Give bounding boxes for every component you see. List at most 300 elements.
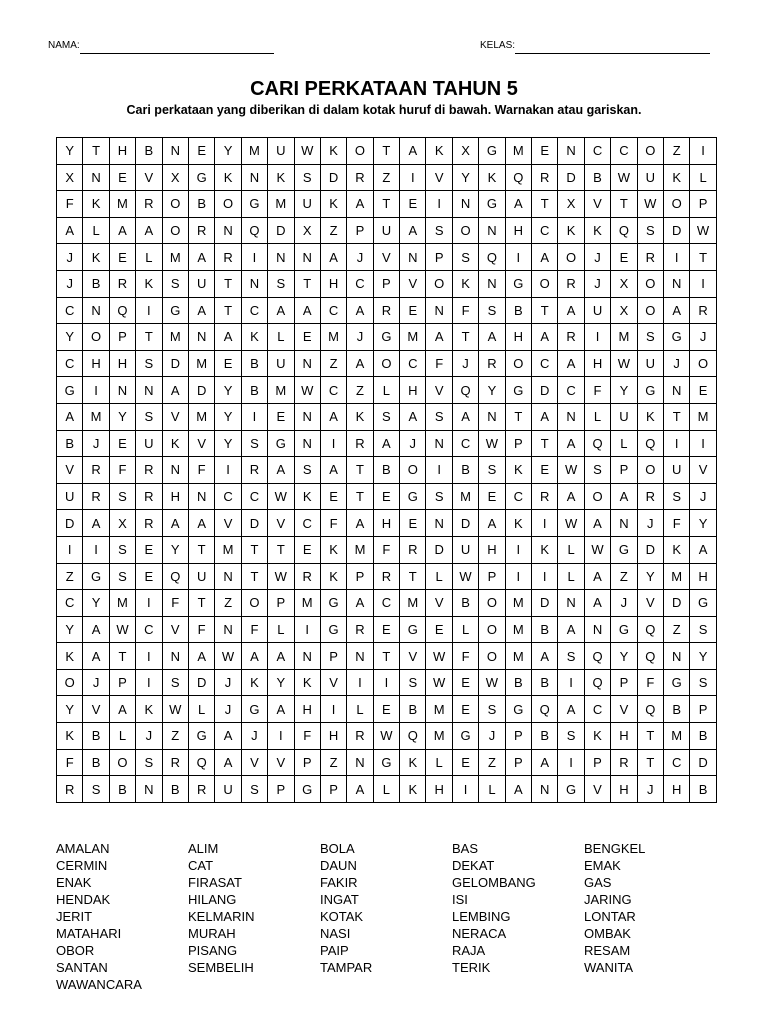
- grid-cell[interactable]: U: [663, 457, 689, 484]
- grid-cell[interactable]: Y: [611, 377, 637, 404]
- grid-cell[interactable]: I: [558, 669, 584, 696]
- grid-cell[interactable]: O: [400, 457, 426, 484]
- grid-cell[interactable]: H: [320, 270, 346, 297]
- grid-cell[interactable]: R: [83, 457, 109, 484]
- grid-cell[interactable]: E: [109, 430, 135, 457]
- grid-cell[interactable]: M: [690, 403, 716, 430]
- grid-cell[interactable]: Q: [162, 563, 188, 590]
- grid-cell[interactable]: I: [426, 191, 452, 218]
- grid-cell[interactable]: R: [215, 244, 241, 271]
- grid-cell[interactable]: T: [637, 749, 663, 776]
- grid-cell[interactable]: F: [452, 297, 478, 324]
- grid-cell[interactable]: N: [294, 430, 320, 457]
- grid-cell[interactable]: B: [452, 457, 478, 484]
- grid-cell[interactable]: E: [452, 669, 478, 696]
- grid-cell[interactable]: A: [611, 483, 637, 510]
- grid-cell[interactable]: T: [347, 457, 373, 484]
- grid-cell[interactable]: U: [584, 297, 610, 324]
- grid-cell[interactable]: J: [57, 244, 83, 271]
- grid-cell[interactable]: A: [215, 749, 241, 776]
- grid-cell[interactable]: A: [268, 297, 294, 324]
- grid-cell[interactable]: A: [558, 430, 584, 457]
- grid-cell[interactable]: P: [268, 590, 294, 617]
- grid-cell[interactable]: S: [400, 669, 426, 696]
- grid-cell[interactable]: O: [532, 270, 558, 297]
- grid-cell[interactable]: G: [452, 723, 478, 750]
- grid-cell[interactable]: R: [347, 723, 373, 750]
- grid-cell[interactable]: U: [452, 536, 478, 563]
- grid-cell[interactable]: N: [347, 643, 373, 670]
- grid-cell[interactable]: M: [162, 324, 188, 351]
- grid-cell[interactable]: H: [663, 776, 689, 803]
- grid-cell[interactable]: H: [505, 324, 531, 351]
- grid-cell[interactable]: J: [215, 669, 241, 696]
- grid-cell[interactable]: I: [505, 563, 531, 590]
- grid-cell[interactable]: U: [611, 403, 637, 430]
- grid-cell[interactable]: W: [426, 643, 452, 670]
- grid-cell[interactable]: T: [109, 643, 135, 670]
- grid-cell[interactable]: T: [188, 590, 214, 617]
- grid-cell[interactable]: N: [347, 749, 373, 776]
- grid-cell[interactable]: L: [83, 217, 109, 244]
- grid-cell[interactable]: L: [558, 536, 584, 563]
- grid-cell[interactable]: D: [188, 377, 214, 404]
- grid-cell[interactable]: E: [373, 483, 399, 510]
- grid-cell[interactable]: H: [400, 377, 426, 404]
- grid-cell[interactable]: K: [532, 536, 558, 563]
- grid-cell[interactable]: A: [558, 483, 584, 510]
- grid-cell[interactable]: W: [162, 696, 188, 723]
- grid-cell[interactable]: I: [241, 403, 267, 430]
- grid-cell[interactable]: O: [637, 457, 663, 484]
- grid-cell[interactable]: Q: [611, 217, 637, 244]
- grid-cell[interactable]: F: [320, 510, 346, 537]
- grid-cell[interactable]: E: [426, 616, 452, 643]
- grid-cell[interactable]: A: [57, 403, 83, 430]
- grid-cell[interactable]: C: [452, 430, 478, 457]
- grid-cell[interactable]: O: [558, 244, 584, 271]
- grid-cell[interactable]: I: [690, 138, 716, 165]
- grid-cell[interactable]: S: [452, 244, 478, 271]
- grid-cell[interactable]: B: [690, 776, 716, 803]
- grid-cell[interactable]: Y: [215, 430, 241, 457]
- grid-cell[interactable]: O: [637, 138, 663, 165]
- grid-cell[interactable]: R: [136, 483, 162, 510]
- grid-cell[interactable]: B: [452, 590, 478, 617]
- grid-cell[interactable]: N: [294, 403, 320, 430]
- grid-cell[interactable]: A: [479, 324, 505, 351]
- grid-cell[interactable]: U: [294, 191, 320, 218]
- grid-cell[interactable]: I: [57, 536, 83, 563]
- grid-cell[interactable]: P: [347, 563, 373, 590]
- grid-cell[interactable]: Z: [663, 616, 689, 643]
- grid-cell[interactable]: M: [400, 324, 426, 351]
- grid-cell[interactable]: P: [690, 191, 716, 218]
- grid-cell[interactable]: A: [347, 776, 373, 803]
- grid-cell[interactable]: Q: [584, 669, 610, 696]
- grid-cell[interactable]: T: [241, 563, 267, 590]
- grid-cell[interactable]: S: [294, 164, 320, 191]
- grid-cell[interactable]: C: [532, 217, 558, 244]
- grid-cell[interactable]: U: [373, 217, 399, 244]
- grid-cell[interactable]: I: [663, 244, 689, 271]
- grid-cell[interactable]: E: [136, 563, 162, 590]
- grid-cell[interactable]: B: [373, 457, 399, 484]
- grid-cell[interactable]: N: [268, 244, 294, 271]
- grid-cell[interactable]: G: [400, 616, 426, 643]
- grid-cell[interactable]: E: [215, 350, 241, 377]
- grid-cell[interactable]: K: [426, 138, 452, 165]
- grid-cell[interactable]: G: [505, 696, 531, 723]
- grid-cell[interactable]: E: [373, 616, 399, 643]
- grid-cell[interactable]: U: [188, 270, 214, 297]
- grid-cell[interactable]: A: [320, 244, 346, 271]
- grid-cell[interactable]: G: [294, 776, 320, 803]
- grid-cell[interactable]: U: [136, 430, 162, 457]
- grid-cell[interactable]: C: [584, 696, 610, 723]
- grid-cell[interactable]: S: [663, 483, 689, 510]
- grid-cell[interactable]: A: [162, 510, 188, 537]
- grid-cell[interactable]: M: [320, 324, 346, 351]
- grid-cell[interactable]: X: [611, 270, 637, 297]
- grid-cell[interactable]: I: [690, 270, 716, 297]
- grid-cell[interactable]: A: [57, 217, 83, 244]
- grid-cell[interactable]: K: [57, 643, 83, 670]
- grid-cell[interactable]: P: [294, 749, 320, 776]
- grid-cell[interactable]: N: [532, 776, 558, 803]
- grid-cell[interactable]: X: [162, 164, 188, 191]
- grid-cell[interactable]: B: [400, 696, 426, 723]
- grid-cell[interactable]: L: [268, 324, 294, 351]
- grid-cell[interactable]: D: [663, 590, 689, 617]
- grid-cell[interactable]: T: [373, 138, 399, 165]
- grid-cell[interactable]: O: [241, 590, 267, 617]
- grid-cell[interactable]: G: [690, 590, 716, 617]
- grid-cell[interactable]: U: [188, 563, 214, 590]
- grid-cell[interactable]: A: [109, 696, 135, 723]
- grid-cell[interactable]: A: [532, 403, 558, 430]
- grid-cell[interactable]: R: [136, 457, 162, 484]
- grid-cell[interactable]: I: [452, 776, 478, 803]
- grid-cell[interactable]: Q: [400, 723, 426, 750]
- grid-cell[interactable]: U: [268, 138, 294, 165]
- grid-cell[interactable]: K: [162, 430, 188, 457]
- grid-cell[interactable]: B: [83, 270, 109, 297]
- grid-cell[interactable]: T: [400, 563, 426, 590]
- grid-cell[interactable]: A: [532, 643, 558, 670]
- grid-cell[interactable]: R: [532, 483, 558, 510]
- grid-cell[interactable]: O: [452, 217, 478, 244]
- grid-cell[interactable]: D: [162, 350, 188, 377]
- grid-cell[interactable]: N: [162, 138, 188, 165]
- grid-cell[interactable]: N: [83, 164, 109, 191]
- grid-cell[interactable]: Y: [57, 616, 83, 643]
- grid-cell[interactable]: W: [109, 616, 135, 643]
- grid-cell[interactable]: R: [347, 616, 373, 643]
- grid-cell[interactable]: J: [637, 776, 663, 803]
- grid-cell[interactable]: X: [558, 191, 584, 218]
- grid-cell[interactable]: Q: [584, 643, 610, 670]
- grid-cell[interactable]: S: [241, 430, 267, 457]
- grid-cell[interactable]: M: [162, 244, 188, 271]
- grid-cell[interactable]: M: [268, 191, 294, 218]
- grid-cell[interactable]: M: [663, 723, 689, 750]
- grid-cell[interactable]: I: [505, 536, 531, 563]
- grid-cell[interactable]: P: [479, 563, 505, 590]
- grid-cell[interactable]: N: [663, 643, 689, 670]
- grid-cell[interactable]: G: [320, 616, 346, 643]
- grid-cell[interactable]: G: [320, 590, 346, 617]
- grid-cell[interactable]: A: [215, 324, 241, 351]
- grid-cell[interactable]: W: [637, 191, 663, 218]
- grid-cell[interactable]: W: [215, 643, 241, 670]
- grid-cell[interactable]: I: [136, 590, 162, 617]
- grid-cell[interactable]: O: [57, 669, 83, 696]
- grid-cell[interactable]: M: [188, 350, 214, 377]
- grid-cell[interactable]: J: [241, 723, 267, 750]
- grid-cell[interactable]: V: [215, 510, 241, 537]
- grid-cell[interactable]: W: [611, 164, 637, 191]
- grid-cell[interactable]: R: [637, 483, 663, 510]
- grid-cell[interactable]: U: [215, 776, 241, 803]
- grid-cell[interactable]: B: [505, 669, 531, 696]
- grid-cell[interactable]: B: [505, 297, 531, 324]
- grid-cell[interactable]: W: [690, 217, 716, 244]
- grid-cell[interactable]: W: [479, 669, 505, 696]
- grid-cell[interactable]: C: [241, 483, 267, 510]
- grid-cell[interactable]: R: [532, 164, 558, 191]
- grid-cell[interactable]: A: [663, 297, 689, 324]
- grid-cell[interactable]: T: [373, 643, 399, 670]
- grid-cell[interactable]: Y: [109, 403, 135, 430]
- grid-cell[interactable]: H: [109, 350, 135, 377]
- grid-cell[interactable]: A: [347, 191, 373, 218]
- grid-cell[interactable]: O: [373, 350, 399, 377]
- grid-cell[interactable]: Z: [320, 217, 346, 244]
- grid-cell[interactable]: G: [241, 191, 267, 218]
- grid-cell[interactable]: R: [136, 510, 162, 537]
- grid-cell[interactable]: T: [532, 430, 558, 457]
- grid-cell[interactable]: E: [400, 191, 426, 218]
- grid-cell[interactable]: F: [109, 457, 135, 484]
- grid-cell[interactable]: Q: [109, 297, 135, 324]
- grid-cell[interactable]: P: [505, 430, 531, 457]
- grid-cell[interactable]: A: [400, 403, 426, 430]
- grid-cell[interactable]: I: [320, 696, 346, 723]
- grid-cell[interactable]: Y: [690, 643, 716, 670]
- grid-cell[interactable]: B: [162, 776, 188, 803]
- grid-cell[interactable]: E: [320, 483, 346, 510]
- grid-cell[interactable]: V: [584, 191, 610, 218]
- grid-cell[interactable]: L: [347, 696, 373, 723]
- grid-cell[interactable]: L: [373, 776, 399, 803]
- grid-cell[interactable]: N: [215, 616, 241, 643]
- grid-cell[interactable]: A: [215, 723, 241, 750]
- grid-cell[interactable]: A: [188, 510, 214, 537]
- grid-cell[interactable]: F: [426, 350, 452, 377]
- grid-cell[interactable]: V: [320, 669, 346, 696]
- grid-cell[interactable]: P: [505, 749, 531, 776]
- grid-cell[interactable]: A: [347, 297, 373, 324]
- grid-cell[interactable]: D: [320, 164, 346, 191]
- grid-cell[interactable]: M: [426, 723, 452, 750]
- grid-cell[interactable]: S: [426, 483, 452, 510]
- grid-cell[interactable]: F: [241, 616, 267, 643]
- grid-cell[interactable]: E: [611, 244, 637, 271]
- grid-cell[interactable]: R: [373, 563, 399, 590]
- grid-cell[interactable]: Y: [479, 377, 505, 404]
- grid-cell[interactable]: A: [136, 217, 162, 244]
- grid-cell[interactable]: B: [188, 191, 214, 218]
- grid-cell[interactable]: A: [584, 510, 610, 537]
- grid-cell[interactable]: E: [532, 457, 558, 484]
- grid-cell[interactable]: M: [400, 590, 426, 617]
- grid-cell[interactable]: Q: [505, 164, 531, 191]
- grid-cell[interactable]: I: [136, 643, 162, 670]
- grid-cell[interactable]: I: [584, 324, 610, 351]
- grid-cell[interactable]: C: [611, 138, 637, 165]
- grid-cell[interactable]: R: [241, 457, 267, 484]
- grid-cell[interactable]: A: [505, 191, 531, 218]
- grid-cell[interactable]: O: [162, 191, 188, 218]
- grid-cell[interactable]: R: [347, 430, 373, 457]
- grid-cell[interactable]: M: [611, 324, 637, 351]
- grid-cell[interactable]: T: [215, 297, 241, 324]
- grid-cell[interactable]: H: [584, 350, 610, 377]
- grid-cell[interactable]: S: [479, 457, 505, 484]
- grid-cell[interactable]: I: [426, 457, 452, 484]
- grid-cell[interactable]: G: [400, 483, 426, 510]
- grid-cell[interactable]: B: [663, 696, 689, 723]
- grid-cell[interactable]: W: [426, 669, 452, 696]
- grid-cell[interactable]: S: [479, 297, 505, 324]
- grid-cell[interactable]: W: [373, 723, 399, 750]
- kelas-field[interactable]: [515, 53, 710, 54]
- grid-cell[interactable]: J: [611, 590, 637, 617]
- grid-cell[interactable]: I: [505, 244, 531, 271]
- grid-cell[interactable]: N: [162, 457, 188, 484]
- grid-cell[interactable]: G: [188, 723, 214, 750]
- grid-cell[interactable]: N: [83, 297, 109, 324]
- grid-cell[interactable]: G: [663, 324, 689, 351]
- grid-cell[interactable]: A: [584, 590, 610, 617]
- grid-cell[interactable]: P: [611, 669, 637, 696]
- grid-cell[interactable]: J: [452, 350, 478, 377]
- grid-cell[interactable]: S: [162, 669, 188, 696]
- grid-cell[interactable]: J: [637, 510, 663, 537]
- grid-cell[interactable]: V: [584, 776, 610, 803]
- grid-cell[interactable]: Y: [690, 510, 716, 537]
- grid-cell[interactable]: J: [584, 244, 610, 271]
- grid-cell[interactable]: M: [505, 643, 531, 670]
- grid-cell[interactable]: L: [558, 563, 584, 590]
- grid-cell[interactable]: L: [426, 749, 452, 776]
- grid-cell[interactable]: F: [637, 669, 663, 696]
- grid-cell[interactable]: D: [426, 536, 452, 563]
- grid-cell[interactable]: I: [215, 457, 241, 484]
- grid-cell[interactable]: N: [241, 164, 267, 191]
- grid-cell[interactable]: N: [188, 483, 214, 510]
- grid-cell[interactable]: X: [611, 297, 637, 324]
- grid-cell[interactable]: Q: [637, 616, 663, 643]
- grid-cell[interactable]: M: [294, 590, 320, 617]
- grid-cell[interactable]: Q: [637, 643, 663, 670]
- grid-cell[interactable]: K: [241, 324, 267, 351]
- grid-cell[interactable]: U: [57, 483, 83, 510]
- grid-cell[interactable]: P: [426, 244, 452, 271]
- grid-cell[interactable]: D: [532, 377, 558, 404]
- grid-cell[interactable]: G: [479, 138, 505, 165]
- grid-cell[interactable]: C: [320, 377, 346, 404]
- grid-cell[interactable]: X: [294, 217, 320, 244]
- grid-cell[interactable]: A: [400, 138, 426, 165]
- grid-cell[interactable]: S: [294, 457, 320, 484]
- grid-cell[interactable]: A: [188, 643, 214, 670]
- grid-cell[interactable]: C: [241, 297, 267, 324]
- grid-cell[interactable]: A: [558, 297, 584, 324]
- grid-cell[interactable]: A: [268, 696, 294, 723]
- grid-cell[interactable]: N: [558, 403, 584, 430]
- grid-cell[interactable]: K: [136, 270, 162, 297]
- grid-cell[interactable]: F: [294, 723, 320, 750]
- grid-cell[interactable]: R: [347, 164, 373, 191]
- grid-cell[interactable]: P: [320, 643, 346, 670]
- grid-cell[interactable]: X: [109, 510, 135, 537]
- grid-cell[interactable]: M: [347, 536, 373, 563]
- grid-cell[interactable]: Z: [611, 563, 637, 590]
- grid-cell[interactable]: S: [558, 643, 584, 670]
- grid-cell[interactable]: F: [663, 510, 689, 537]
- grid-cell[interactable]: S: [426, 217, 452, 244]
- grid-cell[interactable]: C: [373, 590, 399, 617]
- grid-cell[interactable]: K: [584, 723, 610, 750]
- grid-cell[interactable]: E: [136, 536, 162, 563]
- grid-cell[interactable]: V: [162, 616, 188, 643]
- grid-cell[interactable]: A: [558, 696, 584, 723]
- grid-cell[interactable]: B: [532, 616, 558, 643]
- grid-cell[interactable]: N: [241, 270, 267, 297]
- grid-cell[interactable]: N: [136, 377, 162, 404]
- grid-cell[interactable]: X: [452, 138, 478, 165]
- grid-cell[interactable]: A: [558, 350, 584, 377]
- grid-cell[interactable]: A: [83, 643, 109, 670]
- grid-cell[interactable]: C: [505, 483, 531, 510]
- grid-cell[interactable]: B: [241, 377, 267, 404]
- grid-cell[interactable]: B: [532, 723, 558, 750]
- grid-cell[interactable]: O: [690, 350, 716, 377]
- grid-cell[interactable]: C: [558, 377, 584, 404]
- grid-cell[interactable]: S: [162, 270, 188, 297]
- grid-cell[interactable]: Y: [637, 563, 663, 590]
- grid-cell[interactable]: X: [57, 164, 83, 191]
- grid-cell[interactable]: S: [637, 324, 663, 351]
- grid-cell[interactable]: S: [241, 776, 267, 803]
- grid-cell[interactable]: R: [637, 244, 663, 271]
- grid-cell[interactable]: V: [268, 510, 294, 537]
- grid-cell[interactable]: Z: [57, 563, 83, 590]
- grid-cell[interactable]: W: [452, 563, 478, 590]
- grid-cell[interactable]: H: [162, 483, 188, 510]
- grid-cell[interactable]: Y: [611, 643, 637, 670]
- grid-cell[interactable]: H: [611, 776, 637, 803]
- grid-cell[interactable]: R: [83, 483, 109, 510]
- grid-cell[interactable]: Y: [452, 164, 478, 191]
- grid-cell[interactable]: T: [532, 191, 558, 218]
- grid-cell[interactable]: B: [109, 776, 135, 803]
- grid-cell[interactable]: F: [188, 457, 214, 484]
- grid-cell[interactable]: I: [690, 430, 716, 457]
- grid-cell[interactable]: I: [241, 244, 267, 271]
